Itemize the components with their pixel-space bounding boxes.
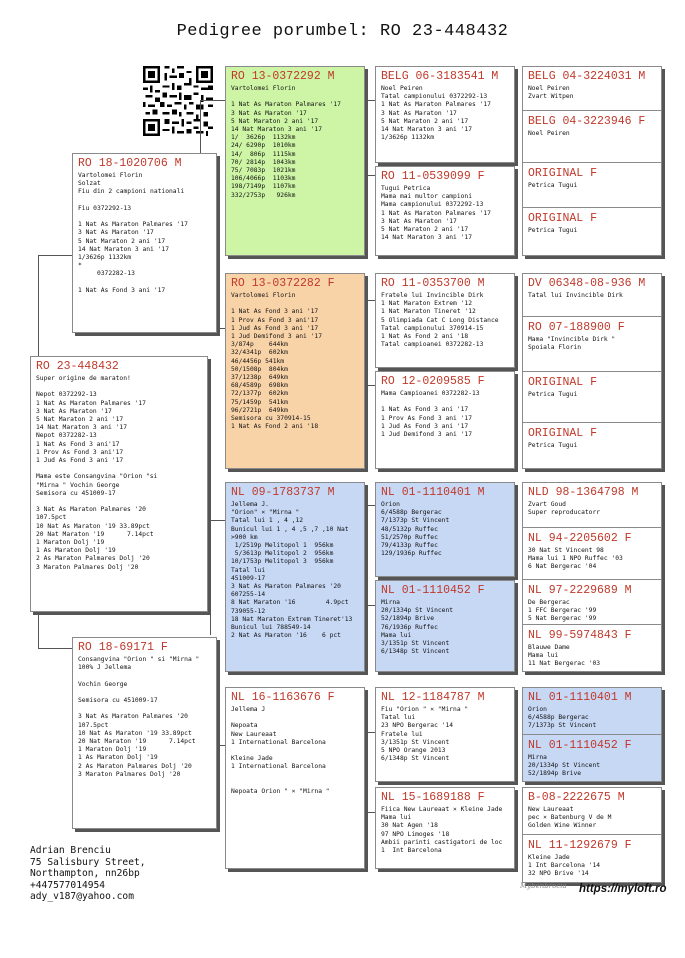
pigeon-card-sdd[interactable] [375, 371, 515, 469]
pigeon-card-dds[interactable] [375, 687, 515, 782]
connector-line [210, 520, 211, 635]
pigeon-ring-number: RO 13-0372282 F [231, 277, 335, 290]
pigeon-ring-number: NL 01-1110452 F [528, 739, 632, 752]
pigeon-details: Orion 6/4588p Bergerac 7/1373p St Vincent 48/5132p Ruffec 51/2570p Ruffec 79/4133p Ruffec 129/1936p Ruffec [381, 501, 450, 558]
pair-divider [523, 207, 661, 208]
pigeon-card-ddd[interactable] [375, 787, 515, 869]
pigeon-details: Jellema J. "Orion" × "Mirna " Tatal lui 1 , 4 ,12 Bunicul lui 1 , 4 ,5 ,7 ,10 Nat >900 km 1/2519p Melitopol 1 956km 5/3613p Melitopol 2 956km 10/1753p Melitopol 3 956km Tatal lui 451009-17 3 Nat As Maraton Palmares '20 607255-14 8 Nat Maraton '16 4.9pct 739055-12 18 Nat Maraton Extrem Tineret'13 Bunicul lui 788549-14 2 Nat As Maraton '16 6 pct [231, 501, 353, 640]
pigeon-details: Tugui Petrica Mama mai multor campioni Mama campionului 0372292-13 1 Nat As Maraton Palmares '17 3 Nat As Maraton '17 5 Nat Maraton 2 ani '17 14 Nat Maraton 3 ani '17 [381, 185, 491, 242]
pair-divider [523, 422, 661, 423]
pigeon-details: Noel Peiren Tatal campionului 0372292-13 1 Nat As Maraton Palmares '17 3 Nat As Maraton '17 5 Nat Maraton 2 ani '17 14 Nat Maraton 3 ani '17 1/3626p 1132km [381, 85, 491, 142]
pigeon-ring-number: NL 15-1689188 F [381, 791, 485, 804]
pigeon-card-dam-sire[interactable] [225, 482, 365, 672]
pigeon-ring-number: NL 09-1783737 M [231, 486, 335, 499]
pigeon-details: Fratele lui Invincible Dirk 1 Nat Maraton Extrem '12 1 Nat Maraton Tineret '12 5 Olimpiada Cat C Long Distance Tatal campionului 370914-15 1 Nat As Fond 2 ani '18 Tatal campioanei 0372282-13 [381, 292, 499, 349]
pigeon-details: Mama "Invincible Dirk " Spoiala Florin [528, 336, 616, 352]
pigeon-ring-number: BELG 06-3183541 M [381, 70, 499, 83]
connector-line [365, 175, 375, 176]
connector-line [38, 612, 39, 648]
pigeon-details: Orion 6/4588p Bergerac 7/1373p St Vincent [528, 706, 597, 730]
pair-divider [523, 734, 661, 735]
connector-line [38, 255, 72, 256]
pigeon-details: Vartolomei Florin 1 Nat As Fond 3 ani '17 1 Prov As Fond 3 ani'17 1 Jud As Fond 3 ani '17 1 Jud Demifond 3 ani '17 3/874p 644km 32/4341p 602km 46/4456p 541km 50/1508p 804km 37/1238p 649km 68/4589p 698km 72/1377p 602km 75/1459p 541km 96/2721p 649km Semisora cu 370914-15 1 Nat As Fond 2 ani '18 [231, 292, 322, 431]
connector-line [365, 100, 375, 101]
pigeon-details: Mama Campioanei 0372282-13 1 Nat As Fond 3 ani '17 1 Prov As Fond 3 ani '17 1 Jud As Fond 3 ani '17 1 Jud Demifond 3 ani '17 [381, 390, 480, 439]
pigeon-ring-number: NL 01-1110401 M [528, 691, 632, 704]
pigeon-card-sss[interactable] [375, 66, 515, 163]
pair-divider [523, 624, 661, 625]
pigeon-card-dam-dam[interactable] [225, 687, 365, 869]
pigeon-ring-number: ORIGINAL F [528, 167, 598, 180]
pigeon-ring-number: BELG 04-3224031 M [528, 70, 646, 83]
connector-line [365, 812, 375, 813]
pair-divider [523, 162, 661, 163]
pigeon-card-pair-3[interactable] [522, 273, 662, 469]
pigeon-ring-number: RO 11-0539099 F [381, 170, 485, 183]
pigeon-details: Jellema J Nepoata New Laureaat 1 International Barcelona Kleine Jade 1 International Barcelona Nepoata Orion " × "Mirna " [231, 706, 330, 796]
pigeon-ring-number: ORIGINAL F [528, 376, 598, 389]
pigeon-ring-number: RO 07-188900 F [528, 321, 625, 334]
website-link[interactable]: https://myloft.ro [579, 883, 667, 895]
qr-code-icon [143, 66, 213, 136]
pair-divider [523, 316, 661, 317]
pigeon-ring-number: RO 11-0353700 M [381, 277, 485, 290]
pigeon-ring-number: DV 06348-08-936 M [528, 277, 646, 290]
pigeon-ring-number: B-08-2222675 M [528, 791, 625, 804]
pigeon-details: New Laureaat pec × Batenburg V de M Golden Wine Winner [528, 806, 612, 830]
pigeon-ring-number: NLD 98-1364798 M [528, 486, 639, 499]
pigeon-ring-number: NL 01-1110452 F [381, 584, 485, 597]
pigeon-card-sire-sire[interactable] [225, 66, 365, 256]
pigeon-card-ssd[interactable] [375, 166, 515, 256]
page-title: Pedigree porumbel: RO 23-448432 [176, 22, 509, 41]
pigeon-ring-number: NL 99-5974843 F [528, 629, 632, 642]
connector-line [365, 385, 375, 386]
pigeon-details: Blauwe Dame Mama lui 11 Nat Bergerac '03 [528, 644, 601, 668]
pigeon-details: 30 Nat St Vincent 98 Mama lui 1 NPO Ruffec '03 6 Nat Bergerac '04 [528, 547, 623, 571]
connector-line [200, 100, 225, 101]
pigeon-ring-number: ORIGINAL F [528, 212, 598, 225]
pigeon-ring-number: NL 97-2229689 M [528, 584, 632, 597]
pigeon-ring-number: ORIGINAL F [528, 427, 598, 440]
pigeon-card-sire-dam[interactable] [225, 273, 365, 469]
signature: Mybenbrocia [520, 882, 567, 890]
pair-divider [523, 527, 661, 528]
pigeon-ring-number: RO 13-0372292 M [231, 70, 335, 83]
pigeon-ring-number: RO 18-69171 F [78, 641, 168, 654]
pigeon-details: Fiica New Laureaat × Kleine Jade Mama lui 30 Nat Agen '18 97 NPO Limoges '18 Ambii parinti castigatori de loc 1 Int Barcelona [381, 806, 503, 855]
pigeon-card-pair-1[interactable] [522, 66, 662, 256]
connector-line [365, 605, 375, 606]
pair-divider [523, 371, 661, 372]
owner-contact: Adrian Brenciu 75 Salisbury Street, Northampton, nn26bp +447577014954 ady_v187@yahoo.com [30, 845, 146, 903]
connector-line [38, 648, 72, 649]
connector-line [38, 255, 39, 359]
pigeon-details: Vartolomei Florin Solzat Fiu din 2 campioni nationali Fiu 0372292-13 1 Nat As Maraton Palmares '17 3 Nat As Maraton '17 5 Nat Maraton 2 ani '17 14 Nat Maraton 3 ani '17 1/3626p 1132km * 0372282-13 1 Nat As Fond 3 ani '17 [78, 172, 188, 294]
pigeon-ring-number: NL 16-1163676 F [231, 691, 335, 704]
connector-line [365, 300, 375, 301]
pigeon-details: Tatal lui Invincible Dirk [528, 292, 623, 299]
pigeon-card-dss[interactable] [375, 482, 515, 577]
connector-line [365, 505, 375, 506]
pigeon-card-sire[interactable] [72, 153, 217, 333]
pigeon-details: Vartolomei Florin 1 Nat As Maraton Palmares '17 3 Nat As Maraton '17 5 Nat Maraton 2 ani '17 14 Nat Maraton 3 ani '17 1/ 3626p 1132km 24/ 6290p 1010km 14/ 806p 1115km 70/ 2814p 1043km 75/ 7083p 1021km 106/4066p 1103km 198/7149p 1107km 332/2753p 926km [231, 85, 341, 199]
pigeon-ring-number: NL 11-1292679 F [528, 839, 632, 852]
pair-divider [523, 834, 661, 835]
pigeon-details: Noel Peiren Zvart Witpen [528, 85, 574, 101]
pigeon-details: Super origine de maraton! Nepot 0372292-13 1 Nat As Maraton Palmares '17 3 Nat As Maraton '17 5 Nat Maraton 2 ani '17 14 Nat Maraton 3 ani '17 Nepot 0372282-13 1 Nat As Fond 3 ani'17 1 Prov As Fond 3 ani'17 1 Jud As Fond 3 ani '17 Mama este Consangvina "Orion "si "Mirna " Vochin George Semisora cu 451009-17 3 Nat As Maraton Palmares '20 107.5pct 10 Nat As Maraton '19 33.89pct 20 Nat Maraton '19 7.14pct 1 Maraton Dolj '19 1 As Maraton Dolj '19 2 As Maraton Palmares Dolj '20 3 Maraton Palmares Dolj '20 [36, 375, 158, 571]
pair-divider [523, 579, 661, 580]
pigeon-ring-number: NL 12-1184787 M [381, 691, 485, 704]
pigeon-ring-number: NL 94-2205602 F [528, 532, 632, 545]
connector-line [365, 732, 375, 733]
pigeon-details: Zvart Goud Super reproducatorr [528, 501, 601, 517]
pigeon-details: Noel Peiren [528, 130, 570, 137]
pigeon-card-pair-5[interactable] [522, 482, 662, 672]
pair-divider [523, 110, 661, 111]
pigeon-details: Mirna 20/1334p St Vincent 52/1894p Brive [528, 754, 601, 778]
pigeon-ring-number: RO 12-0209585 F [381, 375, 485, 388]
pigeon-card-subject[interactable] [30, 356, 208, 612]
pigeon-details: Petrica Tugui [528, 442, 578, 449]
pigeon-card-dsd[interactable] [375, 580, 515, 672]
pigeon-details: Petrica Tugui [528, 182, 578, 189]
pigeon-card-pair-8[interactable] [522, 787, 662, 883]
connector-line [210, 520, 225, 521]
pigeon-details: Mirna 20/1334p St Vincent 52/1894p Brive 76/1936p Ruffec Mama lui 3/1351p St Vincent 6/1348p St Vincent [381, 599, 454, 656]
pigeon-ring-number: RO 18-1020706 M [78, 157, 182, 170]
pigeon-card-dam[interactable] [72, 637, 217, 829]
pigeon-details: Consangvina "Orion " si "Mirna " 100% J Jellema Vochin George Semisora cu 451009-17 3 Nat As Maraton Palmares '20 107.5pct 10 Nat As Maraton '19 33.89pct 20 Nat Maraton '19 7.14pct 1 Maraton Dolj '19 1 As Maraton Dolj '19 2 As Maraton Palmares Dolj '20 3 Maraton Palmares Dolj '20 [78, 656, 200, 778]
connector-line [200, 100, 201, 160]
pigeon-details: Fiu "Orion " × "Mirna " Tatal lui 23 NPO Bergerac '14 Fratele lui 3/1351p St Vincent 5 NPO Orange 2013 6/1348p St Vincent [381, 706, 469, 763]
pigeon-details: Petrica Tugui [528, 227, 578, 234]
pigeon-ring-number: NL 01-1110401 M [381, 486, 485, 499]
pigeon-details: Petrica Tugui [528, 391, 578, 398]
pigeon-details: De Bergerac 1 FFC Bergerac '99 5 Nat Bergerac '99 [528, 599, 597, 623]
pigeon-ring-number: RO 23-448432 [36, 360, 119, 373]
pigeon-card-pair-7[interactable] [522, 687, 662, 782]
pigeon-details: Kleine Jade 1 Int Barcelona '14 32 NPO Brive '14 [528, 854, 601, 878]
pigeon-card-sds[interactable] [375, 273, 515, 368]
pigeon-ring-number: BELG 04-3223946 F [528, 115, 646, 128]
